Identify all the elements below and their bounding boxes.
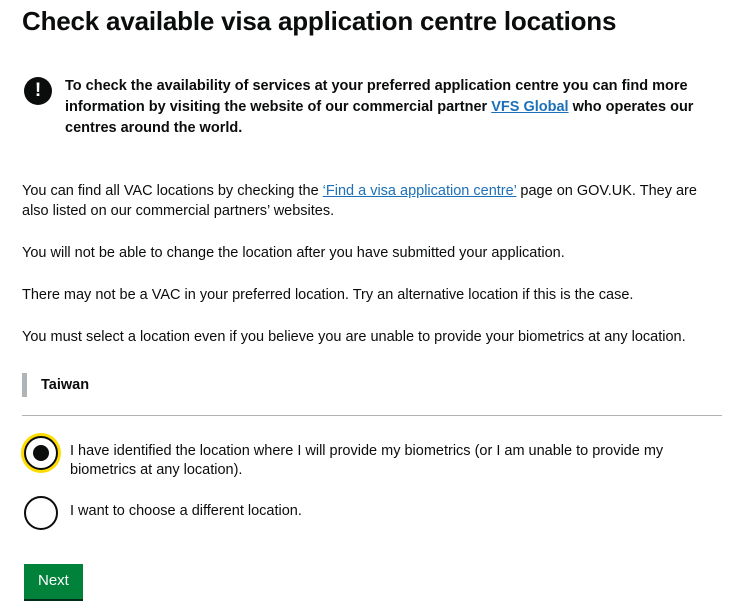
radio-label-different-location: I want to choose a different location. <box>70 503 302 519</box>
radio-option-different-location[interactable] <box>22 496 722 530</box>
find-a-visa-application-centre-link[interactable]: ‘Find a visa application centre’ <box>322 183 517 199</box>
paragraph-cannot-change-location: You will not be able to change the location after you have submitted your application. <box>22 245 565 261</box>
radio-button-icon[interactable] <box>24 496 58 530</box>
page-title: Check available visa application centre locations <box>22 6 617 36</box>
radio-button-icon[interactable] <box>24 436 58 470</box>
paragraph-alternative-location: There may not be a VAC in your preferred location. Try an alternative location if this is the case. <box>22 287 634 303</box>
warning-banner <box>24 76 722 139</box>
selected-location-block <box>22 373 722 397</box>
paragraph-must-select-location: You must select a location even if you believe you are unable to provide your biometrics at any location. <box>22 329 686 345</box>
warning-text <box>65 76 715 139</box>
radio-label-identified-location: I have identified the location where I will provide my biometrics (or I am unable to provide my biometrics at any location). <box>70 443 664 478</box>
exclamation-icon: ! <box>24 77 52 105</box>
selected-location-name: Taiwan <box>41 377 90 393</box>
warning-text-before-link: To check the availability of services at your preferred application centre you can find more information by visiting the website of our commercial partner <box>65 78 688 115</box>
radio-option-identified-location[interactable] <box>22 436 722 480</box>
page-container <box>0 6 740 601</box>
divider <box>22 415 722 416</box>
paragraph-vac-locations <box>22 181 722 221</box>
next-button[interactable]: Next <box>24 564 83 601</box>
vfs-global-link[interactable]: VFS Global <box>491 99 569 115</box>
paragraph-text-after-link: page on GOV.UK. They are also listed on our commercial partners’ websites. <box>22 183 697 219</box>
paragraph-text-before-link: You can find all VAC locations by checking the <box>22 183 323 199</box>
radio-selected-dot <box>33 445 49 461</box>
warning-text-after-link: who operates our centres around the world. <box>65 99 694 136</box>
